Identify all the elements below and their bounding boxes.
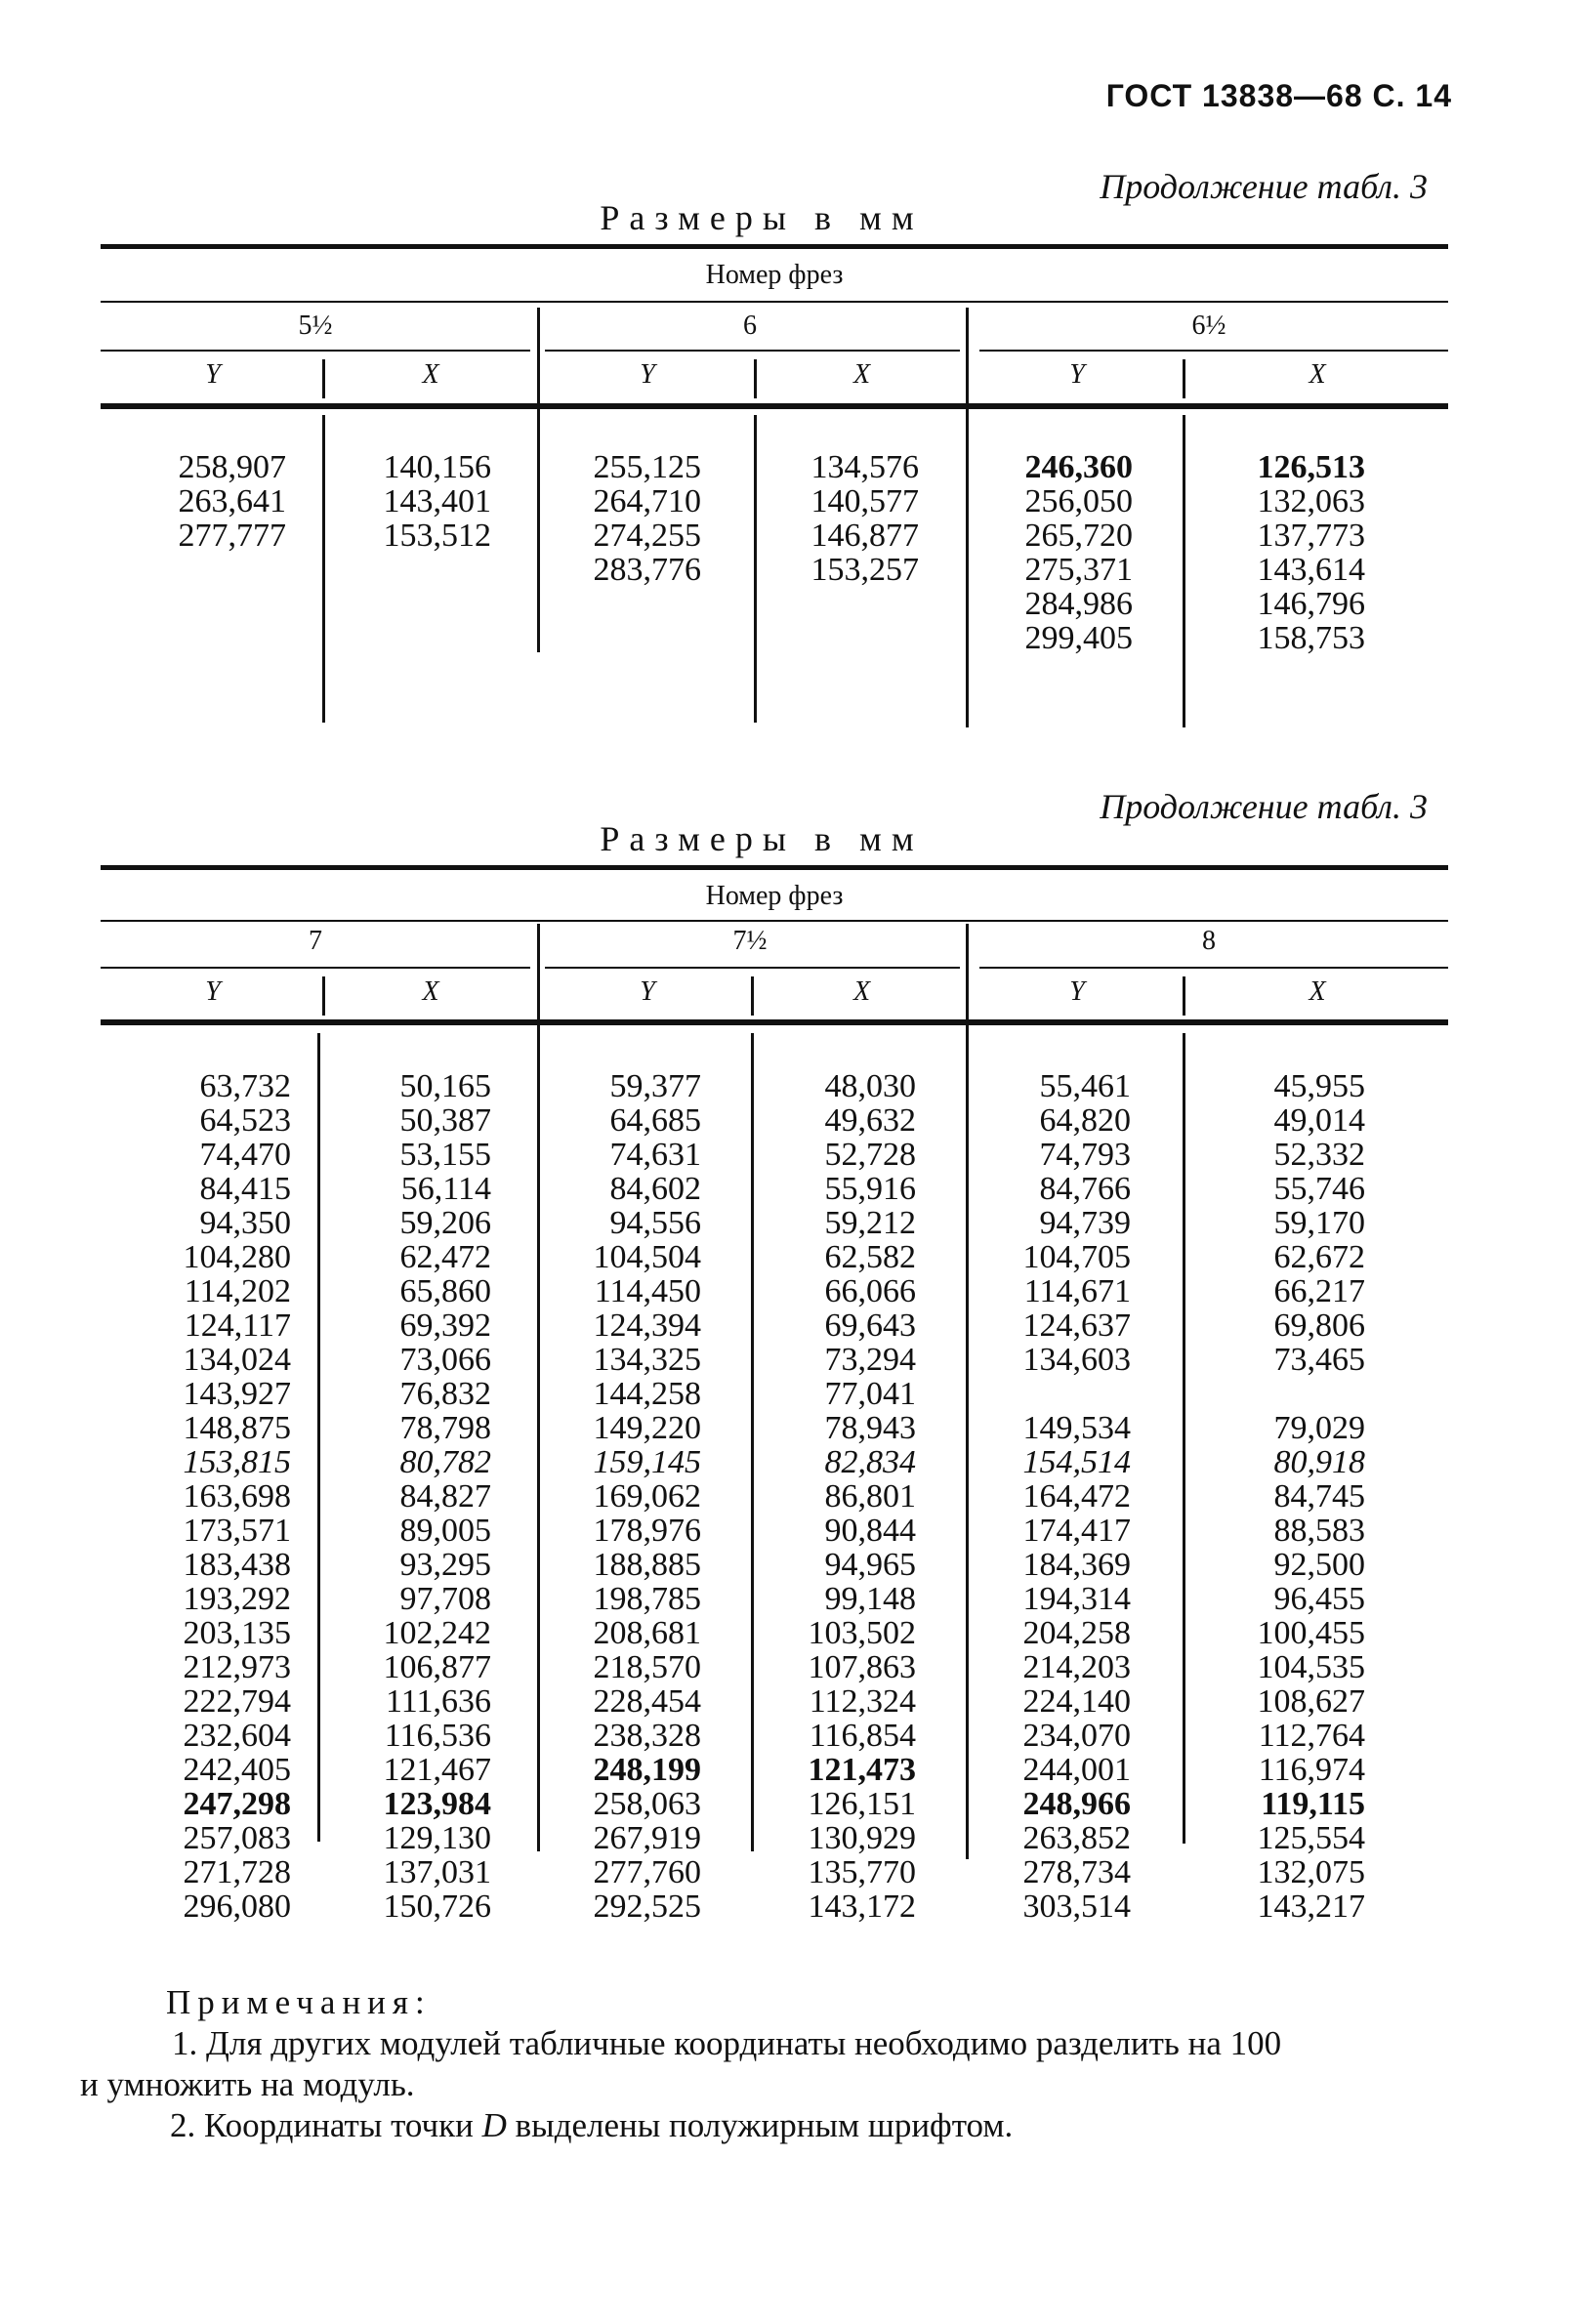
table-cell-value: 49,014 [1273, 1102, 1365, 1139]
table-cell-value: 94,965 [824, 1547, 916, 1583]
table2 [101, 865, 1448, 1969]
table-cell-value: 94,739 [1039, 1205, 1131, 1241]
table-cell-value: 271,728 [183, 1854, 291, 1890]
rule [1183, 415, 1185, 727]
table-cell-value: 247,298 [183, 1786, 291, 1822]
table1-col-x-3: X [1309, 359, 1326, 390]
table-cell-value: 134,024 [183, 1342, 291, 1378]
table-cell-value: 258,063 [593, 1786, 701, 1822]
table-cell-value: 80,782 [399, 1444, 491, 1480]
rule [322, 415, 325, 723]
table-cell-value: 79,029 [1273, 1410, 1365, 1446]
table-cell-value: 303,514 [1022, 1888, 1131, 1925]
table-cell-value: 137,773 [1257, 518, 1365, 554]
table1-y-column-2 [560, 450, 701, 587]
table-cell-value: 112,324 [809, 1683, 916, 1720]
table-cell-value: 146,877 [810, 518, 919, 554]
table-cell-value: 114,202 [184, 1273, 291, 1309]
table-cell-value: 214,203 [1022, 1649, 1131, 1685]
table-cell-value: 204,258 [1022, 1615, 1131, 1651]
table2-x-column-2 [774, 1069, 916, 1924]
table-cell-value: 104,280 [183, 1239, 291, 1275]
table-cell-value: 90,844 [824, 1513, 916, 1549]
table1-continuation: Продолжение табл. 3 [1100, 167, 1428, 206]
table-cell-value: 124,637 [1022, 1307, 1131, 1344]
table-cell-value: 66,217 [1273, 1273, 1365, 1309]
table2-col-x-2: X [852, 976, 871, 1007]
table-cell-value: 274,255 [593, 518, 701, 554]
table-cell-value: 224,140 [1022, 1683, 1131, 1720]
table-cell-value: 50,387 [399, 1102, 491, 1139]
table-cell-value: 114,450 [594, 1273, 701, 1309]
rule [101, 350, 530, 352]
table-cell-value: 143,217 [1257, 1888, 1365, 1925]
table-cell-value: 134,576 [810, 449, 919, 485]
table-cell-value: 119,115 [1261, 1786, 1365, 1822]
note-2-suffix: выделены полужирным шрифтом. [506, 2106, 1014, 2144]
rule [754, 415, 757, 723]
table-cell-value: 96,455 [1273, 1581, 1365, 1617]
note-2 [166, 2105, 1455, 2146]
table-cell-value: 53,155 [399, 1137, 491, 1173]
table-cell-value: 126,151 [808, 1786, 916, 1822]
table-cell-value: 246,360 [1024, 449, 1133, 485]
table-cell-value: 188,885 [593, 1547, 701, 1583]
table-cell-value: 277,777 [178, 518, 286, 554]
table-cell-value: 257,083 [183, 1820, 291, 1856]
table-cell-value: 203,135 [183, 1615, 291, 1651]
table-cell-value: 228,454 [593, 1683, 701, 1720]
table-cell-value: 174,417 [1022, 1513, 1131, 1549]
table-cell-value: 89,005 [399, 1513, 491, 1549]
table-cell-value: 143,172 [808, 1888, 916, 1925]
table-cell-value: 140,156 [383, 449, 491, 485]
page-header: ГОСТ 13838—68 С. 14 [1105, 78, 1452, 113]
rule [751, 1033, 754, 1851]
table-cell-value: 264,710 [593, 483, 701, 519]
table2-cutter-2: 7½ [732, 926, 768, 956]
rule [966, 415, 969, 727]
notes-title: Примечания: [166, 1983, 432, 2021]
rule [751, 976, 754, 1016]
table-cell-value: 69,392 [399, 1307, 491, 1344]
table-cell-value: 62,582 [824, 1239, 916, 1275]
table2-col-y-3: Y [1069, 976, 1085, 1007]
rule [101, 920, 1448, 922]
table-cell-value: 267,919 [593, 1820, 701, 1856]
table-cell-value: 62,472 [399, 1239, 491, 1275]
table-cell-value: 149,220 [593, 1410, 701, 1446]
table-cell-value: 193,292 [183, 1581, 291, 1617]
table-cell-value: 59,206 [399, 1205, 491, 1241]
table-cell-value: 135,770 [808, 1854, 916, 1890]
table-cell-value: 106,877 [383, 1649, 491, 1685]
table-cell-value: 64,685 [609, 1102, 701, 1139]
table-cell-value: 82,834 [824, 1444, 916, 1480]
table2-top-rule [101, 865, 1448, 870]
table-cell-value: 48,030 [824, 1068, 916, 1104]
table-cell-value: 238,328 [593, 1718, 701, 1754]
table1-header-rule [101, 403, 1448, 409]
table-cell-value: 99,148 [824, 1581, 916, 1617]
table-cell-value: 173,571 [183, 1513, 291, 1549]
table1 [101, 244, 1448, 732]
note-2-prefix: 2. Координаты точки [170, 2106, 482, 2144]
table2-cutter-3: 8 [1202, 926, 1216, 956]
table-cell-value: 154,514 [1022, 1444, 1131, 1480]
table2-cutter-1: 7 [309, 926, 322, 956]
table1-y-column-3 [989, 450, 1133, 655]
table-cell-value: 88,583 [1273, 1513, 1365, 1549]
table-cell-value: 198,785 [593, 1581, 701, 1617]
table-cell-value: 116,854 [809, 1718, 916, 1754]
table-cell-value: 184,369 [1022, 1547, 1131, 1583]
rule [101, 967, 530, 969]
table-cell-value: 163,698 [183, 1478, 291, 1515]
table-cell-value: 84,827 [399, 1478, 491, 1515]
note-1-line-2: и умножить на модуль. [80, 2065, 415, 2103]
table-cell-value: 158,753 [1257, 620, 1365, 656]
table-cell-value: 275,371 [1024, 552, 1133, 588]
table-cell-value: 86,801 [824, 1478, 916, 1515]
table-cell-value: 74,793 [1039, 1137, 1131, 1173]
rule [979, 967, 1448, 969]
table2-group-header: Номер фрез [705, 881, 844, 911]
table2-y-column-3 [989, 1069, 1131, 1924]
table1-cutter-1: 5½ [298, 311, 333, 341]
table-cell-value: 92,500 [1273, 1547, 1365, 1583]
table-cell-value: 232,604 [183, 1718, 291, 1754]
table-cell-value: 64,523 [199, 1102, 291, 1139]
table-cell-value: 73,465 [1273, 1342, 1365, 1378]
table-cell-value: 150,726 [383, 1888, 491, 1925]
table-cell-value: 78,798 [399, 1410, 491, 1446]
table-cell-value: 52,728 [824, 1137, 916, 1173]
table-cell-value: 164,472 [1022, 1478, 1131, 1515]
note-2-point: D [481, 2106, 507, 2144]
table-cell-value: 292,525 [593, 1888, 701, 1925]
table1-x-column-1 [345, 450, 491, 553]
table-cell-value: 234,070 [1022, 1718, 1131, 1754]
table-cell-value: 129,130 [383, 1820, 491, 1856]
table1-y-column-1 [120, 450, 286, 553]
rule [545, 350, 960, 352]
table1-col-x-2: X [852, 359, 871, 390]
table-cell-value: 80,918 [1273, 1444, 1365, 1480]
table-cell-value: 84,745 [1273, 1478, 1365, 1515]
table-cell-value: 94,350 [199, 1205, 291, 1241]
table-cell-value: 69,806 [1273, 1307, 1365, 1344]
table-cell-value: 73,294 [824, 1342, 916, 1378]
table-cell-value: 84,602 [609, 1171, 701, 1207]
table-cell-value: 52,332 [1273, 1137, 1365, 1173]
table-cell-value: 144,258 [593, 1376, 701, 1412]
table1-units: Размеры в мм [600, 198, 924, 237]
table-cell-value: 132,063 [1257, 483, 1365, 519]
table-cell-value: 143,614 [1257, 552, 1365, 588]
table-cell-value: 132,075 [1257, 1854, 1365, 1890]
rule [537, 924, 540, 1851]
rule [966, 924, 969, 1859]
table-cell-value: 248,199 [593, 1752, 701, 1788]
table-cell-value: 183,438 [183, 1547, 291, 1583]
table-cell-value: 263,852 [1022, 1820, 1131, 1856]
table-cell-value: 66,066 [824, 1273, 916, 1309]
table1-col-y-3: Y [1069, 359, 1085, 390]
table-cell-value: 104,504 [593, 1239, 701, 1275]
table-cell-value: 208,681 [593, 1615, 701, 1651]
table-cell-value: 62,672 [1273, 1239, 1365, 1275]
table-cell-value: 134,603 [1022, 1342, 1131, 1378]
table-cell-value: 93,295 [399, 1547, 491, 1583]
table-cell-value: 74,631 [609, 1137, 701, 1173]
table-cell-value: 78,943 [824, 1410, 916, 1446]
table-cell-value: 126,513 [1257, 449, 1365, 485]
table-cell-value: 153,257 [810, 552, 919, 588]
table-cell-value: 103,502 [808, 1615, 916, 1651]
table-cell-value: 248,966 [1022, 1786, 1131, 1822]
table-cell-value: 263,641 [178, 483, 286, 519]
table-cell-value: 107,863 [808, 1649, 916, 1685]
table-cell-value: 116,974 [1258, 1752, 1365, 1788]
table1-col-x-1: X [422, 359, 439, 390]
table-cell-value: 194,314 [1022, 1581, 1131, 1617]
table-cell-value: 65,860 [399, 1273, 491, 1309]
note-1-line-1: 1. Для других модулей табличные координаты необходимо разделить на 100 [172, 2024, 1282, 2062]
table-cell-value [989, 1377, 1131, 1411]
table-cell-value: 169,062 [593, 1478, 701, 1515]
table1-col-y-1: Y [205, 359, 221, 390]
table-cell-value: 49,632 [824, 1102, 916, 1139]
table-cell-value: 104,705 [1022, 1239, 1131, 1275]
table2-col-x-1: X [422, 976, 439, 1007]
table-cell-value: 159,145 [593, 1444, 701, 1480]
table-cell-value: 111,636 [386, 1683, 491, 1720]
table-cell-value: 77,041 [824, 1376, 916, 1412]
rule [322, 976, 325, 1016]
rule [1183, 1033, 1185, 1844]
table-cell-value: 108,627 [1257, 1683, 1365, 1720]
table-cell-value: 149,534 [1022, 1410, 1131, 1446]
table-cell-value: 218,570 [593, 1649, 701, 1685]
table-cell-value: 125,554 [1257, 1820, 1365, 1856]
table-cell-value: 104,535 [1257, 1649, 1365, 1685]
table-cell-value: 74,470 [199, 1137, 291, 1173]
table-cell-value: 124,394 [593, 1307, 701, 1344]
table-cell-value: 97,708 [399, 1581, 491, 1617]
table2-col-x-3: X [1309, 976, 1326, 1007]
table2-header-rule [101, 1019, 1448, 1025]
table-cell-value: 137,031 [383, 1854, 491, 1890]
table-cell-value: 143,927 [183, 1376, 291, 1412]
notes [80, 1982, 1455, 2146]
table-cell-value: 69,643 [824, 1307, 916, 1344]
table-cell-value: 59,170 [1273, 1205, 1365, 1241]
table1-cutter-2: 6 [743, 311, 757, 341]
table-cell-value: 59,212 [824, 1205, 916, 1241]
table-cell-value: 140,577 [810, 483, 919, 519]
rule [322, 359, 325, 398]
table-cell-value: 59,377 [609, 1068, 701, 1104]
table-cell-value: 258,907 [178, 449, 286, 485]
table-cell-value: 178,976 [593, 1513, 701, 1549]
table2-continuation: Продолжение табл. 3 [1100, 787, 1428, 826]
table-cell-value: 148,875 [183, 1410, 291, 1446]
table-cell-value: 283,776 [593, 552, 701, 588]
table-cell-value: 278,734 [1022, 1854, 1131, 1890]
table-cell-value: 114,671 [1023, 1273, 1131, 1309]
table2-y-column-2 [560, 1069, 701, 1924]
table-cell-value: 242,405 [183, 1752, 291, 1788]
table-cell-value: 56,114 [400, 1171, 491, 1207]
table-cell-value: 55,916 [824, 1171, 916, 1207]
rule [317, 1033, 320, 1842]
table-cell-value: 299,405 [1024, 620, 1133, 656]
table-cell-value: 123,984 [383, 1786, 491, 1822]
table1-x-column-2 [774, 450, 919, 587]
rule [545, 967, 960, 969]
table-cell-value: 222,794 [183, 1683, 291, 1720]
rule [754, 359, 757, 398]
table-cell-value: 63,732 [199, 1068, 291, 1104]
table1-group-header: Номер фрез [705, 260, 844, 290]
table-cell-value: 153,512 [383, 518, 491, 554]
table-cell-value: 244,001 [1022, 1752, 1131, 1788]
table-cell-value: 84,415 [199, 1171, 291, 1207]
rule [537, 308, 540, 652]
table-cell-value: 84,766 [1039, 1171, 1131, 1207]
table2-y-column-1 [140, 1069, 291, 1924]
table1-x-column-3 [1204, 450, 1365, 655]
table-cell-value: 256,050 [1024, 483, 1133, 519]
table-cell-value: 134,325 [593, 1342, 701, 1378]
table-cell-value: 153,815 [183, 1444, 291, 1480]
table2-x-column-3 [1204, 1069, 1365, 1924]
table-cell-value: 212,973 [183, 1649, 291, 1685]
table1-cutter-3: 6½ [1191, 311, 1226, 341]
table2-col-y-2: Y [640, 976, 655, 1007]
table-cell-value: 277,760 [593, 1854, 701, 1890]
table-cell-value: 73,066 [399, 1342, 491, 1378]
table1-col-y-2: Y [640, 359, 655, 390]
table-cell-value [1204, 1377, 1365, 1411]
table-cell-value: 64,820 [1039, 1102, 1131, 1139]
table-cell-value: 296,080 [183, 1888, 291, 1925]
table-cell-value: 284,986 [1024, 586, 1133, 622]
table-cell-value: 94,556 [609, 1205, 701, 1241]
table-cell-value: 76,832 [399, 1376, 491, 1412]
table-cell-value: 124,117 [184, 1307, 291, 1344]
table-cell-value: 102,242 [383, 1615, 491, 1651]
table-cell-value: 146,796 [1257, 586, 1365, 622]
table-cell-value: 121,473 [808, 1752, 916, 1788]
table2-units: Размеры в мм [600, 819, 924, 858]
table2-col-y-1: Y [205, 976, 221, 1007]
rule [101, 301, 1448, 303]
table-cell-value: 45,955 [1273, 1068, 1365, 1104]
table1-top-rule [101, 244, 1448, 249]
table-cell-value: 112,764 [1258, 1718, 1365, 1754]
table-cell-value: 255,125 [593, 449, 701, 485]
rule [1183, 359, 1185, 398]
table-cell-value: 116,536 [384, 1718, 491, 1754]
table-cell-value: 50,165 [399, 1068, 491, 1104]
table-cell-value: 265,720 [1024, 518, 1133, 554]
table-cell-value: 121,467 [383, 1752, 491, 1788]
table2-x-column-1 [345, 1069, 491, 1924]
table-cell-value: 130,929 [808, 1820, 916, 1856]
table-cell-value: 100,455 [1257, 1615, 1365, 1651]
rule [979, 350, 1448, 352]
table-cell-value: 143,401 [383, 483, 491, 519]
table-cell-value: 55,461 [1039, 1068, 1131, 1104]
rule [1183, 976, 1185, 1016]
table-cell-value: 55,746 [1273, 1171, 1365, 1207]
